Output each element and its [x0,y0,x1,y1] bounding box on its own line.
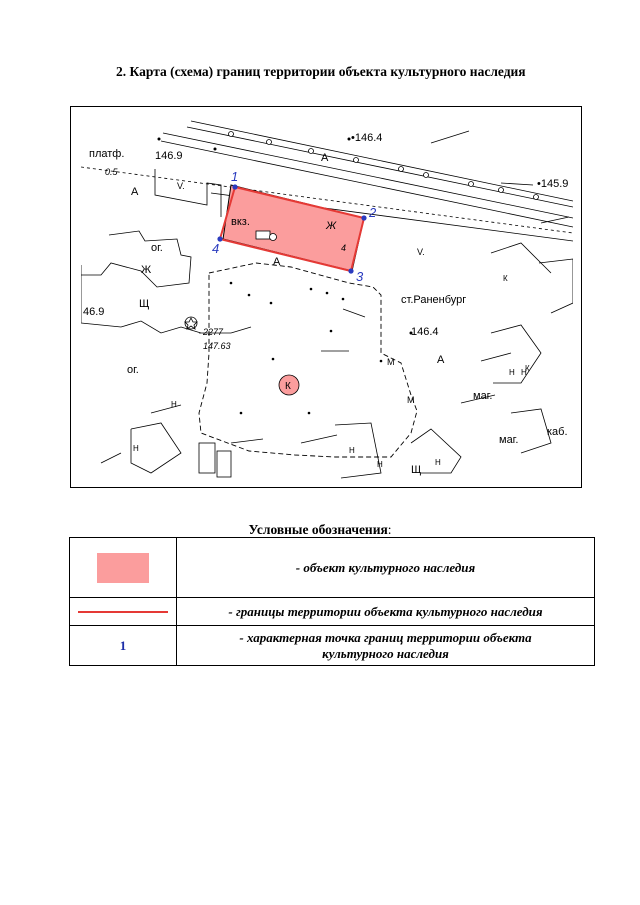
point-label-4: 4 [212,241,220,256]
legend-text-point: - характерная точка границ территории объекта культурного наследия [177,626,595,666]
point-label-1: 1 [231,169,239,184]
heritage-object-fill [223,185,364,271]
mark-n-2: Н [521,368,527,377]
mark-k-1: К [503,274,508,283]
mark-shch-2: Щ [411,464,422,476]
label-vkz: вкз. [231,216,250,228]
label-og-2: ог. [127,364,139,376]
label-elev-05: 0.5 [105,167,118,177]
legend-title: Условные обозначения: [248,522,392,537]
heritage-swatch [97,553,149,583]
legend-row-heritage [70,538,595,598]
mark-zh-2: Ж [326,220,337,232]
label-platform: платф. [89,148,125,160]
monument-letter: К [285,381,291,392]
rail-markers [229,132,539,200]
legend-text-heritage: - объект культурного наследия [177,538,595,598]
point-label-2: 2 [369,205,377,220]
label-elev-1459: •145.9 [537,178,569,190]
label-og-1: ог. [151,242,163,254]
legend-row-point [70,626,595,666]
square-outline [199,263,417,457]
tree-dots [158,138,413,415]
mark-a-2: А [321,152,329,164]
mark-4: 4 [341,243,347,253]
mark-a-1: А [131,186,139,198]
map-frame [70,106,582,488]
legend-table [69,537,595,666]
label-station: ст.Раненбург [401,294,467,306]
label-mag-2: маг. [499,434,519,446]
point-label-3: 3 [356,269,364,284]
mark-n-5: Н [435,458,441,467]
mark-k-2: К [525,364,530,373]
mark-v-1: V. [177,181,185,191]
mark-m-1: М [387,357,395,367]
mark-m-2: М [407,395,415,405]
label-kab: каб. [547,426,568,438]
arrow-glyphs [101,131,569,463]
legend-text-boundary: - границы территории объекта культурного наследия [177,598,595,626]
legend-row-boundary [70,598,595,626]
page-heading: 2. Карта (схема) границ территории объекта культурного наследия [116,64,526,79]
mark-n-4: Н [377,460,383,469]
mark-v-2: V. [417,247,425,257]
label-elev-1464a: •146.4 [351,132,383,144]
label-mag-1: маг. [473,390,493,402]
label-elev-469: 46.9 [83,306,105,318]
mark-n-7: Н [171,400,177,409]
station-circle [270,234,277,241]
boundary-line-swatch [78,611,168,613]
cadastral-map [81,113,573,483]
entrance-marker [256,231,270,239]
mark-shch-1: Щ [139,298,150,310]
label-elev-1469: 146.9 [155,150,183,162]
mark-n-6: Н [133,444,139,453]
label-geo-2: 147.63 [203,341,231,351]
mark-zh-1: Ж [141,264,152,276]
label-geo-1: 2277 [203,327,224,337]
mark-a-3: А [273,256,281,268]
mark-n-1: Н [509,368,515,377]
mark-n-3: Н [349,446,355,455]
label-elev-1464b: 146.4 [411,326,439,338]
mark-a-4: А [437,354,445,366]
legend-point-number: 1 [70,626,177,666]
